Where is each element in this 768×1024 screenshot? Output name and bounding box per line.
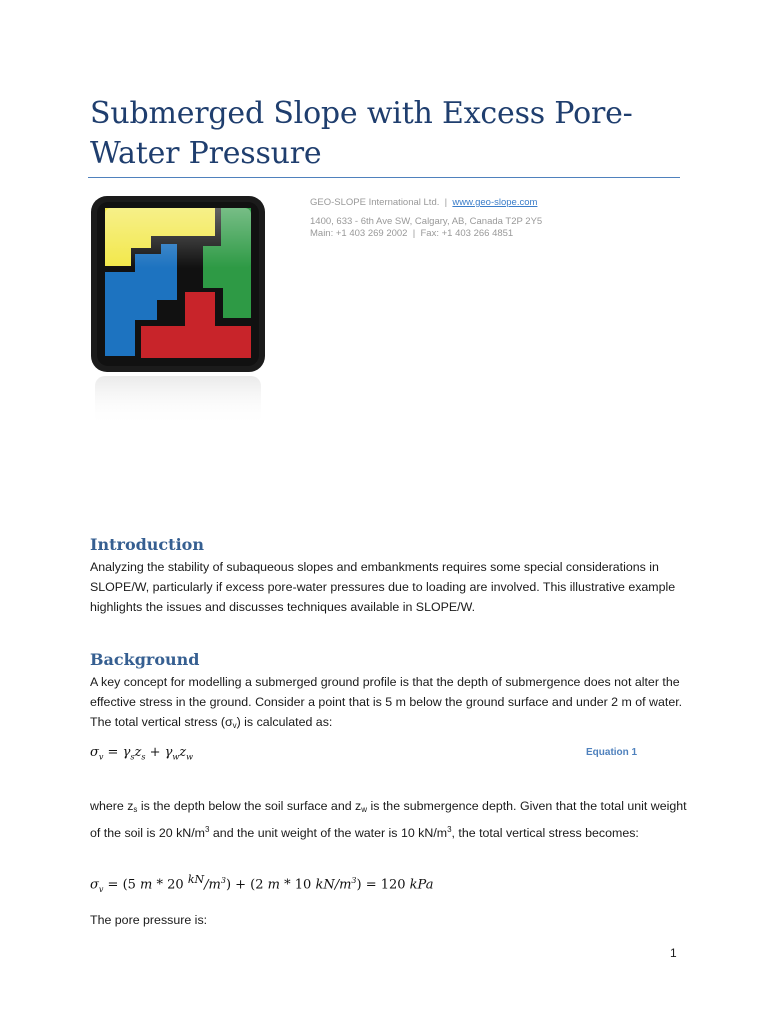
company-name: GEO-SLOPE International Ltd. [310,197,440,208]
title-divider [88,177,680,178]
background-heading: Background [90,650,200,669]
introduction-heading: Introduction [90,535,204,554]
geo-slope-logo-icon [91,196,265,428]
equation-2: $\sigma_v = (5$ m * 20 $^{kN}/m^3) + (2$ m * 10 $kN/m^3) = 120$ kPa [90,873,434,894]
equation-1-label: Equation 1 [586,747,638,758]
background-section [90,650,690,736]
company-phone: Main: +1 403 269 2002 [310,228,408,239]
company-website-link[interactable]: www.geo-slope.com [452,197,538,208]
page-number: 1 [670,946,677,960]
background-paragraph: A key concept for modelling a submerged ground profile is that the depth of submergence does not alter the effective stress in the ground. Consider a point that is 5 m below the ground surface and under 2 m of water. The total vertical stress (σv) is calculated as: [90,675,683,730]
introduction-section [90,535,690,617]
introduction-paragraph: Analyzing the stability of subaqueous slopes and embankments requires some special considerations in SLOPE/W, particularly if excess pore-water pressures due to loading are involved. This illustrative example highlights the issues and discusses techniques available in SLOPE/W. [90,560,676,614]
company-separator: | [444,197,448,208]
company-info: GEO-SLOPE International Ltd. | www.geo-slope.com 1400, 633 - 6th Ave SW, Calgary, AB, Canada T2P 2Y5 Main: +1 403 269 2002 | Fax: +1 403 266 4851 [310,197,690,240]
company-fax: Fax: +1 403 266 4851 [420,228,514,239]
pore-pressure-section [90,910,690,930]
document-title: Submerged Slope with Excess Pore-Water Pressure [90,96,633,171]
company-address: 1400, 633 - 6th Ave SW, Calgary, AB, Canada T2P 2Y5 [310,216,543,227]
where-section [90,796,690,843]
where-paragraph: where zs is the depth below the soil surface and zw is the submergence depth. Given that the total unit weight of the soil is 20 $kN/m^3$ and the unit weight of the water is 10 $kN/m^3$, the total vertical stress becomes: [90,799,687,840]
equation-1: $\sigma_v = \gamma_sz_s + \gamma_wz_w$ [90,745,193,762]
pore-pressure-paragraph: The pore pressure is: [90,913,208,927]
